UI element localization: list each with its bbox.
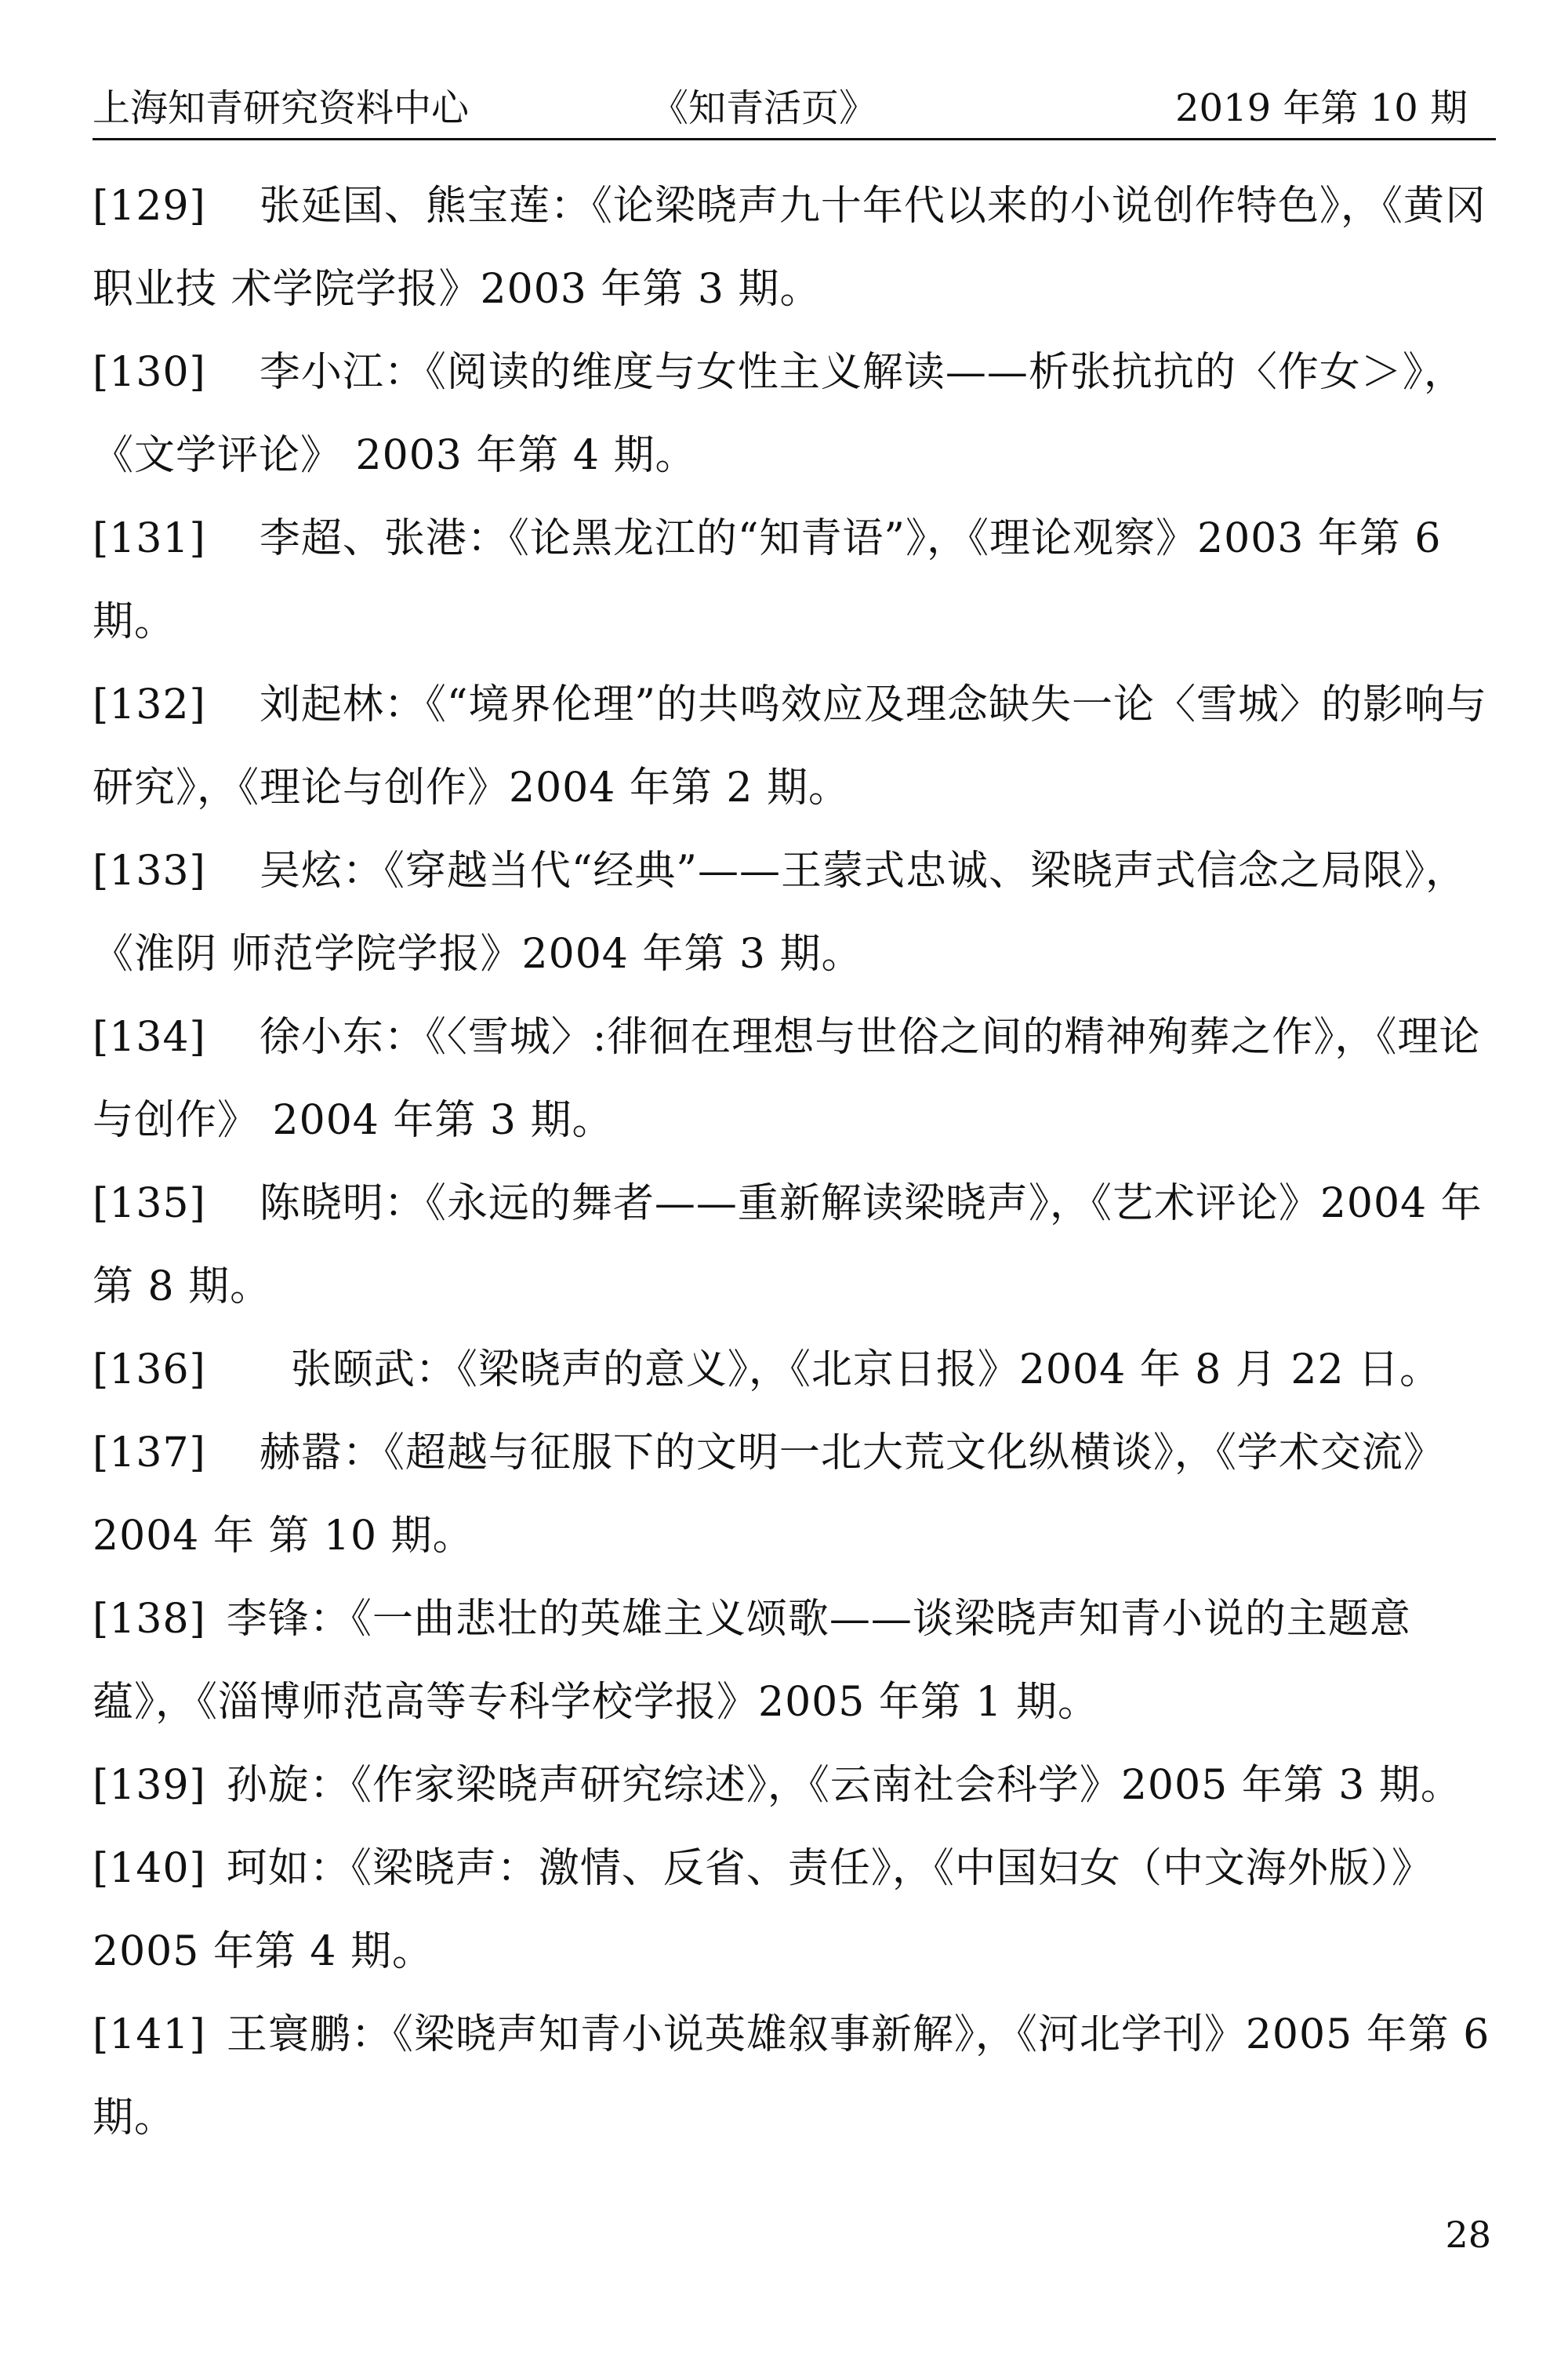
reference-text: 赫嚣：《超越与征服下的文明一北大荒文化纵横谈》，《学术交流》2004 年 第 10 期。 bbox=[93, 1429, 1445, 1560]
header-publication: 《知青活页》 bbox=[651, 86, 877, 130]
page-header bbox=[93, 75, 1496, 140]
reference-item-133 bbox=[93, 830, 1496, 996]
reference-text: 徐小东：《〈雪城〉:徘徊在理想与世俗之间的精神殉葬之作》，《理论与创作》 2004 年第 3 期。 bbox=[93, 1014, 1481, 1144]
reference-number: [131] bbox=[93, 515, 206, 562]
reference-text: 珂如：《梁晓声：激情、反省、责任》，《中国妇女（中文海外版）》2005 年第 4 期。 bbox=[93, 1845, 1433, 1975]
reference-item-141 bbox=[93, 1993, 1496, 2159]
reference-number: [130] bbox=[93, 349, 206, 396]
page-number: 28 bbox=[1445, 2214, 1491, 2256]
reference-number: [133] bbox=[93, 848, 206, 895]
reference-text: 张延国、熊宝莲：《论梁晓声九十年代以来的小说创作特色》，《黄冈职业技 术学院学报》2003 年第 3 期。 bbox=[93, 183, 1486, 313]
reference-text: 陈晓明：《永远的舞者——重新解读梁晓声》，《艺术评论》2004 年第 8 期。 bbox=[93, 1180, 1483, 1310]
reference-number: [141] bbox=[93, 2011, 206, 2058]
header-issue: 2019 年第 10 期 bbox=[1174, 86, 1468, 130]
reference-text: 张颐武：《梁晓声的意义》，《北京日报》2004 年 8 月 22 日。 bbox=[290, 1346, 1442, 1393]
header-source: 上海知青研究资料中心 bbox=[93, 86, 470, 130]
reference-number: [140] bbox=[93, 1845, 206, 1892]
reference-item-131 bbox=[93, 497, 1496, 663]
reference-text: 王寰鹏：《梁晓声知青小说英雄叙事新解》，《河北学刊》2005 年第 6 期。 bbox=[93, 2011, 1490, 2141]
reference-text: 李锋：《一曲悲壮的英雄主义颂歌——谈梁晓声知青小说的主题意蕴》，《淄博师范高等专科学校学报》2005 年第 1 期。 bbox=[93, 1596, 1411, 1726]
reference-item-137 bbox=[93, 1411, 1496, 1578]
reference-number: [137] bbox=[93, 1429, 206, 1476]
reference-number: [139] bbox=[93, 1762, 206, 1809]
reference-number: [134] bbox=[93, 1014, 206, 1061]
reference-number: [129] bbox=[93, 183, 206, 230]
reference-number: [135] bbox=[93, 1180, 206, 1227]
reference-list bbox=[93, 165, 1496, 2159]
reference-text: 李超、张港：《论黑龙江的“知青语”》，《理论观察》2003 年第 6 期。 bbox=[93, 515, 1442, 645]
reference-item-132 bbox=[93, 663, 1496, 830]
reference-text: 刘起林：《“境界伦理”的共鸣效应及理念缺失一论〈雪城〉的影响与研究》，《理论与创作》2004 年第 2 期。 bbox=[93, 681, 1487, 812]
reference-item-134 bbox=[93, 996, 1496, 1162]
reference-item-136 bbox=[93, 1328, 1496, 1411]
reference-text: 李小江：《阅读的维度与女性主义解读——析张抗抗的〈作女＞》，《文学评论》 2003 年第 4 期。 bbox=[93, 349, 1465, 479]
reference-number: [132] bbox=[93, 681, 206, 728]
reference-number: [138] bbox=[93, 1596, 206, 1643]
reference-text: 孙旋：《作家梁晓声研究综述》，《云南社会科学》2005 年第 3 期。 bbox=[226, 1762, 1462, 1809]
reference-item-140 bbox=[93, 1827, 1496, 1993]
reference-item-129 bbox=[93, 165, 1496, 331]
reference-item-135 bbox=[93, 1162, 1496, 1328]
reference-item-139 bbox=[93, 1744, 1496, 1827]
reference-text: 吴炫：《穿越当代“经典”——王蒙式忠诚、梁晓声式信念之局限》，《淮阴 师范学院学报》2004 年第 3 期。 bbox=[93, 848, 1467, 978]
reference-item-138 bbox=[93, 1578, 1496, 1744]
reference-number: [136] bbox=[93, 1346, 206, 1393]
reference-item-130 bbox=[93, 331, 1496, 497]
